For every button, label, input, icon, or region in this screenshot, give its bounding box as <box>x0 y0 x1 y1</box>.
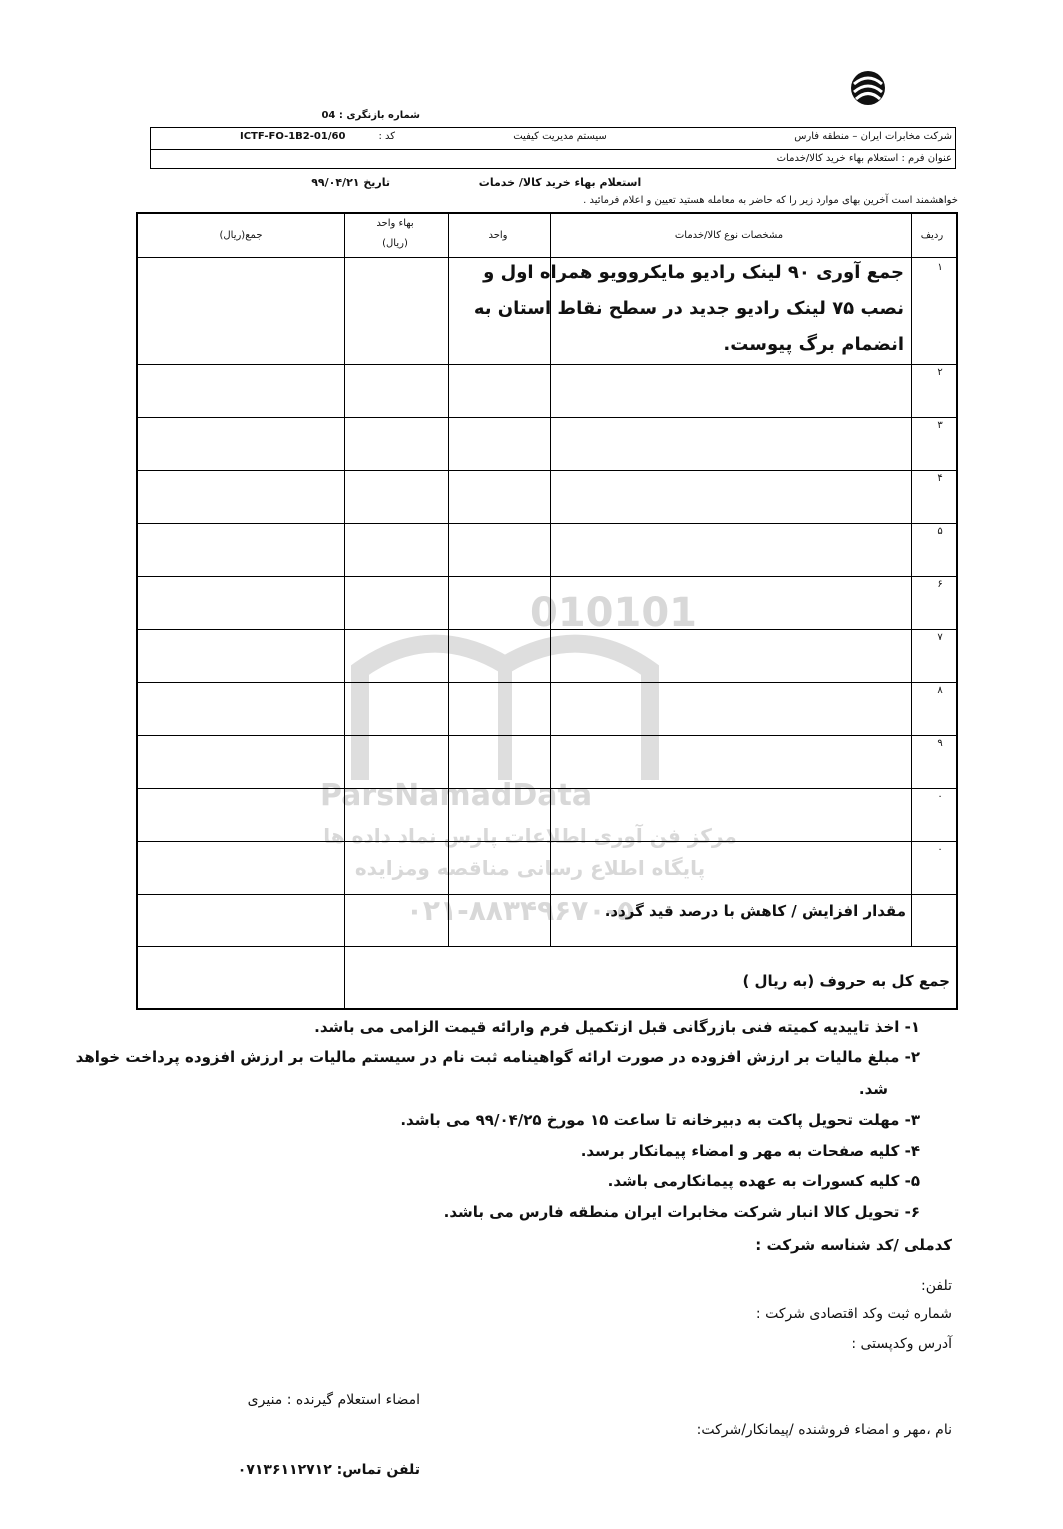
company-logo-icon <box>848 68 888 108</box>
code-label: کد : <box>378 131 395 142</box>
receiver-signature: امضاء استعلام گیرنده : منیری <box>247 1392 420 1408</box>
watermark-line2: پایگاه اطلاع رسانی مناقصه ومزایده <box>354 856 706 880</box>
note-item: ۳- مهلت تحویل پاکت به دبیرخانه تا ساعت ۱۵ مورخ ۹۹/۰۴/۲۵ می باشد. <box>400 1111 920 1129</box>
adjustment-note: مقدار افزایش / کاهش با درصد قید گردد. <box>604 902 906 920</box>
row-number: ۵ <box>937 526 943 537</box>
national-id-field: کدملی /کد شناسه شرکت : <box>755 1236 952 1254</box>
company-name: شرکت مخابرات ایران – منطقه فارس <box>794 131 952 142</box>
revision-number: شماره بازنگری : 04 <box>321 110 420 121</box>
item1-line1: جمع آوری ۹۰ لینک رادیو مایکروویو همراه اول و <box>483 262 904 283</box>
quality-system: سیستم مدیریت کیفیت <box>513 131 607 142</box>
row-number: ۷ <box>937 632 943 643</box>
header-unit-price-currency: (ریال) <box>382 238 408 249</box>
row-number: ۱ <box>937 262 943 273</box>
contact-phone: تلفن تماس: ۰۷۱۳۶۱۱۲۷۱۲ <box>237 1462 420 1478</box>
items-table <box>136 212 958 1010</box>
form-title: عنوان فرم : استعلام بهاء خرید کالا/خدمات <box>776 153 952 164</box>
item1-line2: نصب ۷۵ لینک رادیو جدید در سطح نقاط استان به <box>473 298 904 319</box>
header-unit: واحد <box>488 230 508 241</box>
registration-field: شماره ثبت وکد اقتصادی شرکت : <box>755 1306 952 1322</box>
note-item: ۱- اخذ تاییدیه کمیته فنی بازرگانی قبل ازتکمیل فرم وارائه قیمت الزامی می باشد. <box>314 1018 920 1036</box>
note-item: ۲- مبلغ مالیات بر ارزش افزوده در صورت ارائه گواهینامه ثبت نام در سیستم مالیات بر ارزش افزوده پرداخت خواهد <box>75 1048 920 1066</box>
note-item: ۴- کلیه صفحات به مهر و امضاء پیمانکار برسد. <box>580 1142 920 1160</box>
note-item: شد. <box>858 1080 888 1098</box>
watermark-digits: 010101 <box>530 590 697 636</box>
watermark-line1: مرکز فن آوری اطلاعات پارس نماد داده ها <box>323 824 737 848</box>
header-unit-price: بهاء واحد <box>376 218 414 229</box>
row-number: ۹ <box>937 738 943 749</box>
form-code: ICTF-FO-1B2-01/60 <box>240 131 346 142</box>
note-item: ۵- کلیه کسورات به عهده پیمانکارمی باشد. <box>607 1172 920 1190</box>
row-number: ۴ <box>937 473 943 484</box>
header-spec: مشخصات نوع کالا/خدمات <box>674 230 784 241</box>
address-field: آدرس وکدپستی : <box>851 1336 952 1352</box>
seller-signature: نام ،مهر و امضاء فروشنده /پیمانکار/شرکت: <box>696 1422 952 1438</box>
row-number: ۸ <box>937 685 943 696</box>
request-text: خواهشمند است آخرین بهای موارد زیر را که حاضر به معامله هستید تعیین و اعلام فرمائید . <box>583 195 958 206</box>
note-item: ۶- تحویل کالا انبار شرکت مخابرات ایران منطقه فارس می باشد. <box>443 1203 920 1221</box>
row-number: ۶ <box>937 579 943 590</box>
grand-total-label: جمع کل به حروف (به ریال ) <box>742 972 950 990</box>
watermark-phone: ۰۲۱-۸۸۳۴۹۶۷۰-۵ <box>405 894 635 927</box>
header-total: جمع(ریال) <box>219 230 263 241</box>
row-number: ۰ <box>937 791 943 802</box>
phone-field: تلفن: <box>921 1278 952 1294</box>
watermark-brand: ParsNamadData <box>320 778 593 813</box>
item1-line3: انضمام برگ پیوست. <box>723 334 904 355</box>
inquiry-date: تاریخ ۹۹/۰۴/۲۱ <box>311 176 390 189</box>
row-number: ۲ <box>937 367 943 378</box>
header-row-number: ردیف <box>920 230 944 241</box>
inquiry-title: استعلام بهاء خرید کالا/ خدمات <box>478 176 642 189</box>
row-number: ۳ <box>937 420 943 431</box>
row-number: ۰ <box>937 844 943 855</box>
